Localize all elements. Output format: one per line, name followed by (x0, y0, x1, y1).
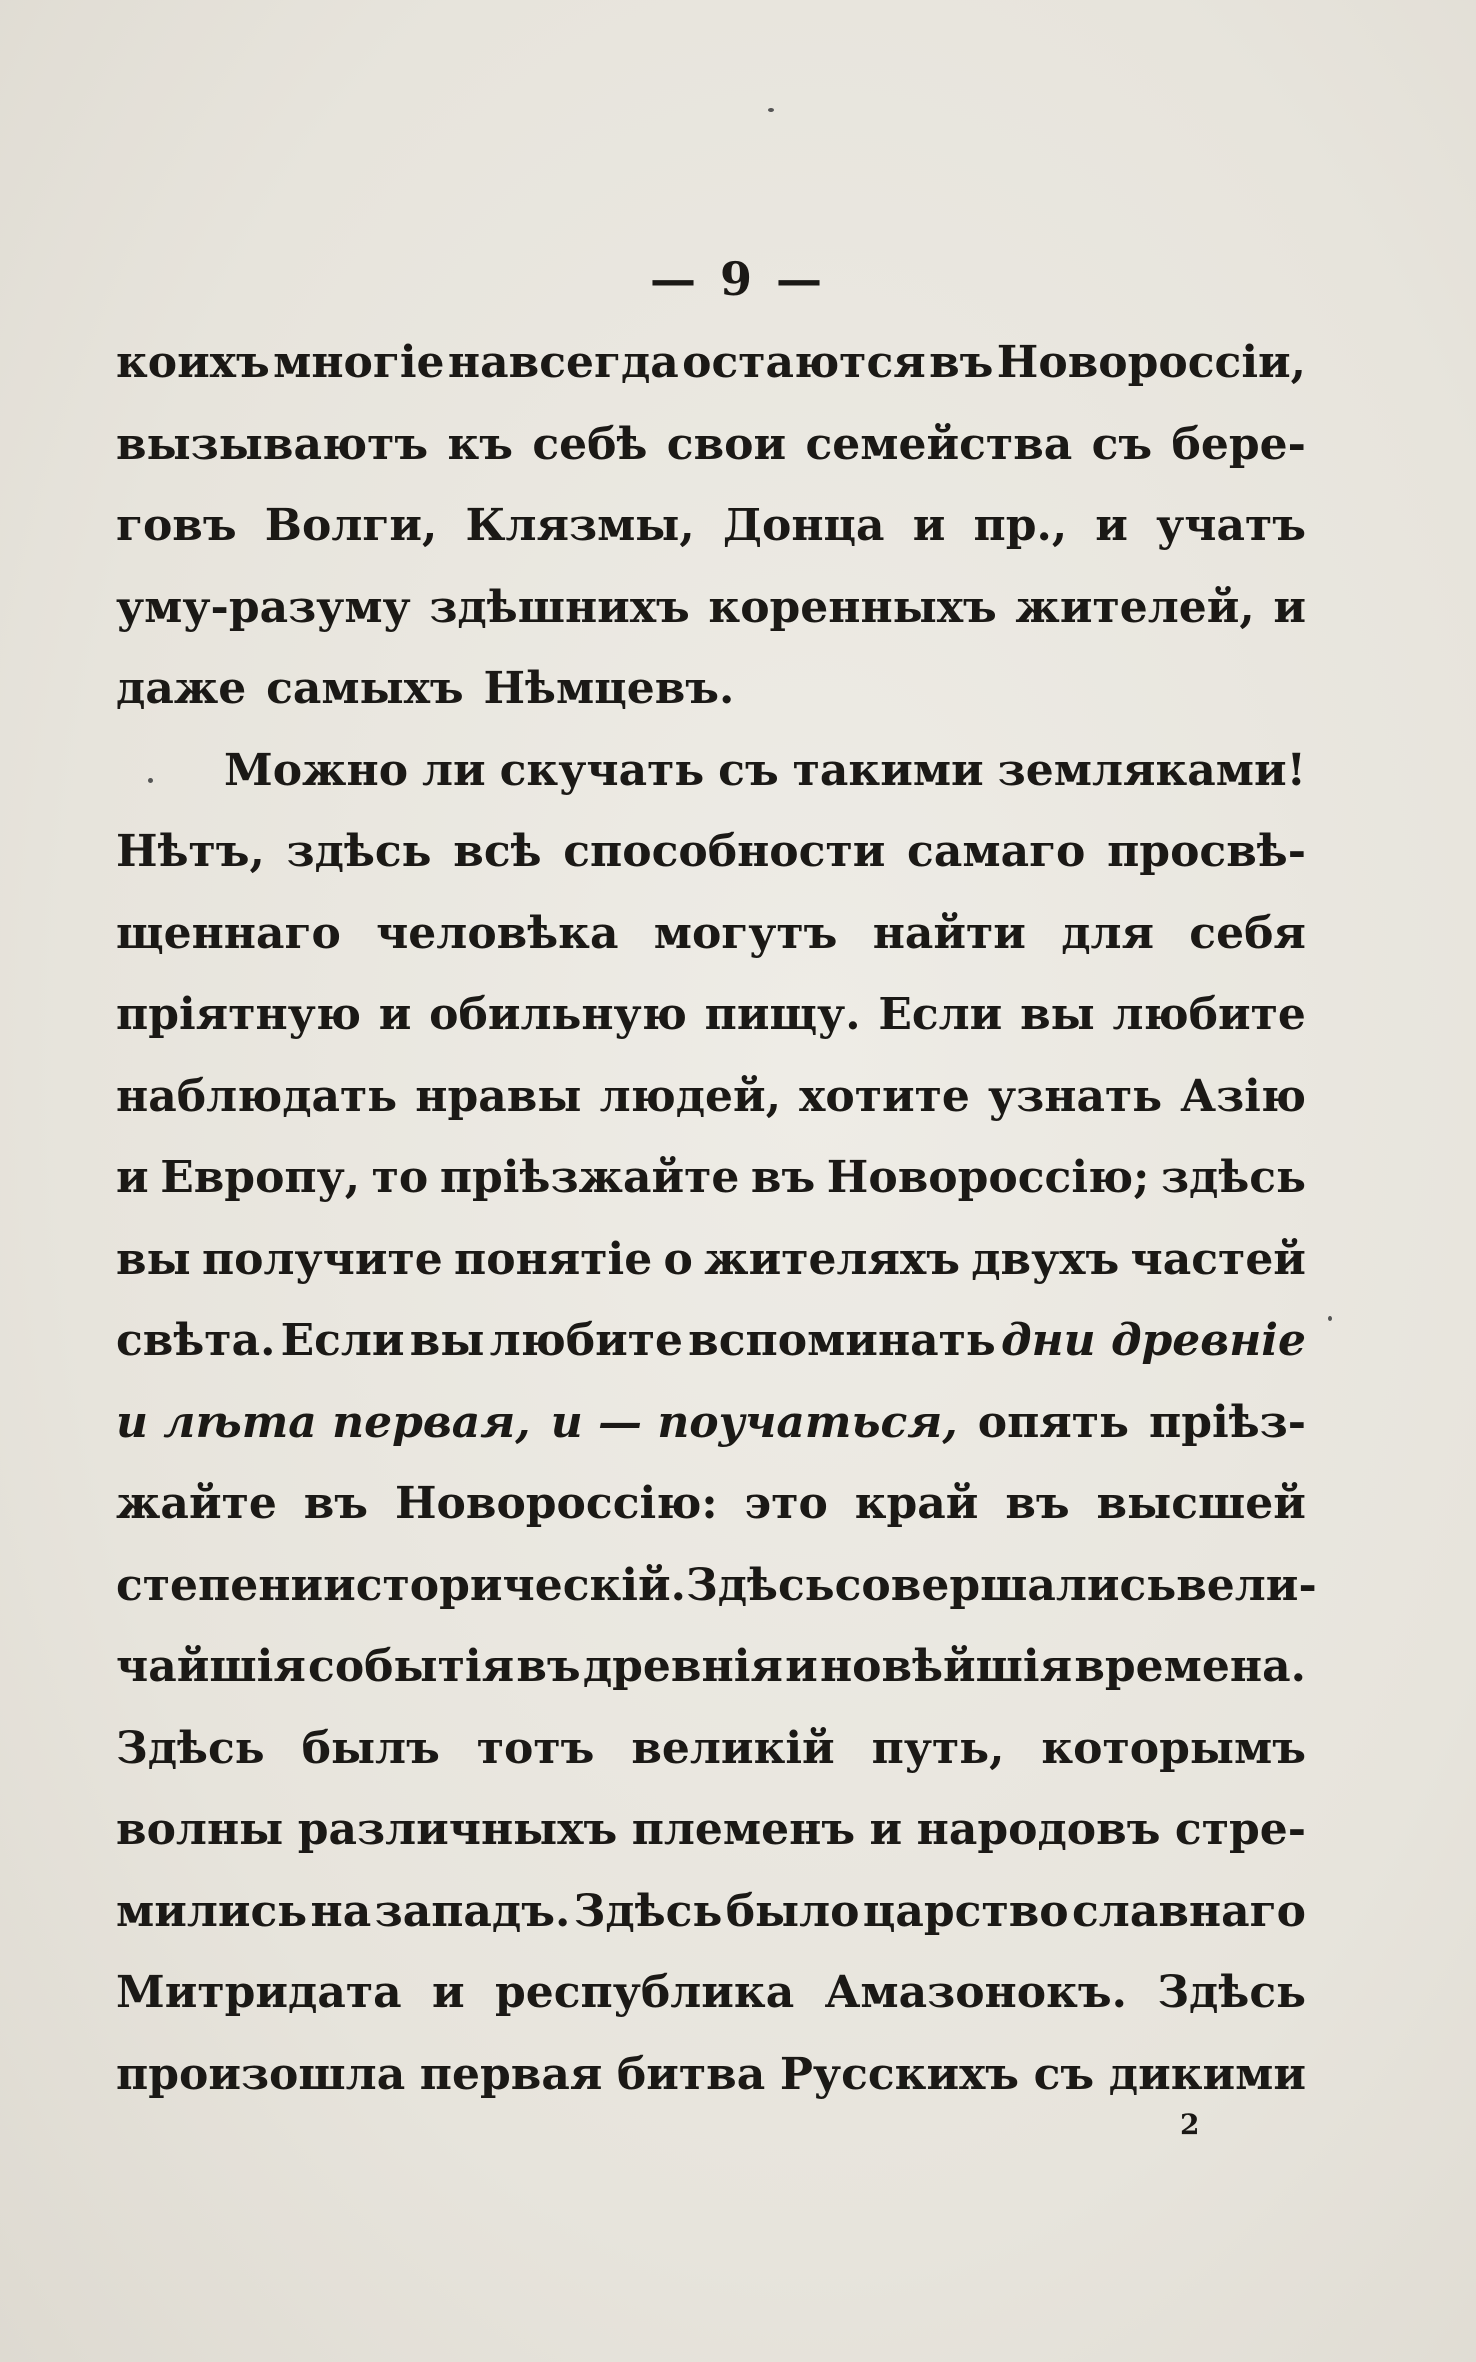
word: Азію (1180, 1070, 1306, 1122)
word: узнать (988, 1070, 1163, 1122)
word: многіе (273, 337, 445, 388)
word: въ (1005, 1478, 1070, 1529)
word: свои (666, 418, 787, 470)
word: коренныхъ (708, 581, 997, 633)
word: республика (494, 1967, 795, 2018)
word: времена. (1074, 1641, 1306, 1692)
word: западъ. (374, 1885, 571, 1937)
word: племенъ (631, 1804, 856, 1855)
word: которымъ (1041, 1722, 1306, 1774)
word: понятіе (454, 1233, 653, 1285)
text-line (116, 404, 1306, 486)
word: событія (308, 1641, 515, 1692)
word: народовъ (916, 1804, 1161, 1855)
text-line (116, 1789, 1306, 1871)
word: жителяхъ (704, 1233, 960, 1285)
text-line (116, 567, 1306, 649)
word: коихъ (116, 337, 270, 388)
text-line (116, 648, 1306, 730)
text-line (116, 1056, 1306, 1138)
word: скучать (499, 744, 705, 796)
word: новѣйшія (819, 1641, 1073, 1692)
word: славнаго (1072, 1885, 1306, 1937)
word: степени (116, 1559, 324, 1611)
word: совершались (834, 1559, 1177, 1611)
word: способности (563, 826, 886, 877)
word: и лѣта первая, (116, 1396, 531, 1448)
word: Митридата (116, 1967, 402, 2018)
text-line (116, 974, 1306, 1056)
word: бере- (1171, 418, 1306, 470)
word: себя (1189, 907, 1306, 959)
page-number: — 9 — (649, 252, 827, 306)
word: Нѣтъ, (116, 826, 265, 877)
word: просвѣ- (1107, 826, 1306, 877)
text-line (116, 1871, 1306, 1953)
word: ли (422, 744, 486, 796)
word: въ (750, 1152, 816, 1203)
word: историческій. (323, 1559, 686, 1611)
word: Амазонокъ. (824, 1967, 1127, 2018)
word: высшей (1096, 1478, 1306, 1529)
word: произошла (116, 2048, 406, 2100)
word: вы (116, 1233, 191, 1285)
word: навсегда (447, 337, 679, 388)
word: Здѣсь (1157, 1967, 1306, 2018)
word: любите (1112, 989, 1306, 1040)
text-line (116, 1545, 1317, 1627)
word: свѣта. (116, 1315, 276, 1366)
word: мились (116, 1885, 308, 1937)
word: Русскихъ (779, 2048, 1020, 2100)
word: людей, (599, 1070, 782, 1122)
word: нравы (415, 1070, 582, 1122)
text-line (116, 811, 1306, 893)
word: то (371, 1152, 429, 1203)
word: первая (419, 2048, 603, 2100)
word: различныхъ (297, 1804, 618, 1855)
text-line (116, 1626, 1306, 1708)
text-line (116, 730, 1306, 812)
word: хотите (799, 1070, 970, 1122)
word: Донца (722, 500, 885, 551)
word: Новороссіи, (996, 337, 1306, 388)
word: и (912, 500, 946, 551)
word: въ (929, 337, 994, 388)
word: всѣ (453, 826, 542, 877)
word: даже (116, 663, 247, 714)
word: великій (631, 1722, 835, 1774)
word: къ (447, 418, 513, 470)
word: пріѣзжайте (439, 1152, 740, 1203)
word: въ (516, 1641, 581, 1692)
text-line (116, 893, 1306, 975)
word: Новороссію: (394, 1478, 718, 1529)
word: говъ (116, 500, 237, 551)
word: Здѣсь (685, 1559, 835, 1611)
word: такими (792, 744, 984, 796)
text-line (116, 1463, 1306, 1545)
text-line (116, 1382, 1306, 1464)
word: пр., (973, 500, 1068, 551)
word: остаются (682, 337, 926, 388)
text-line (116, 1300, 1306, 1382)
word: Здѣсь (116, 1722, 265, 1774)
word: съ (1033, 2048, 1095, 2100)
word: человѣка (376, 907, 619, 959)
word: путь, (871, 1722, 1005, 1774)
word: Волги, (264, 500, 438, 551)
word: жайте (116, 1478, 277, 1529)
word: земляками! (997, 744, 1306, 796)
word: щеннаго (116, 907, 341, 959)
word: получите (201, 1233, 443, 1285)
word: и (869, 1804, 903, 1855)
word: тотъ (476, 1722, 595, 1774)
word: чайшія (116, 1641, 306, 1692)
word: и (1273, 581, 1306, 633)
word: здѣсь (286, 826, 432, 877)
word: и (785, 1641, 818, 1692)
signature-mark: 2 (1180, 2108, 1200, 2141)
word: вспоминать (688, 1315, 996, 1366)
word: учатъ (1156, 500, 1306, 551)
word: съ (1091, 418, 1153, 470)
word: могутъ (653, 907, 838, 959)
word: наблюдать (116, 1070, 398, 1122)
text-line (116, 1219, 1306, 1301)
print-speck (1328, 1316, 1332, 1321)
word: съ (718, 744, 779, 796)
word: самаго (907, 826, 1086, 877)
text-line (116, 1952, 1306, 2034)
word: былъ (301, 1722, 440, 1774)
word: обильную (429, 989, 687, 1040)
word: двухъ (971, 1233, 1120, 1285)
print-speck (148, 778, 153, 783)
word: и — поучаться, (550, 1396, 958, 1448)
word: вы (1020, 989, 1095, 1040)
text-line (116, 1708, 1306, 1790)
word: здѣсь (1160, 1152, 1306, 1203)
word: для (1061, 907, 1155, 959)
text-line (116, 2034, 1306, 2116)
word: волны (116, 1804, 284, 1855)
word: вели- (1176, 1559, 1317, 1611)
word: дни древніе (1000, 1315, 1306, 1366)
word: въ (303, 1478, 369, 1529)
word: вы (409, 1315, 485, 1366)
text-line (116, 1137, 1306, 1219)
word: уму-разуму (116, 581, 411, 633)
word: опять (977, 1396, 1129, 1448)
word: частей (1130, 1233, 1306, 1285)
word: древнія (582, 1641, 783, 1692)
word: и (378, 989, 412, 1040)
text-line (116, 485, 1306, 567)
word: и (1095, 500, 1128, 551)
word: себѣ (532, 418, 648, 470)
word: стре- (1174, 1804, 1306, 1855)
word: здѣшнихъ (429, 581, 690, 633)
word: вызываютъ (116, 418, 429, 470)
word: любите (489, 1315, 683, 1366)
word: жителей, (1015, 581, 1255, 633)
word: и (431, 1967, 465, 2018)
word: Можно (224, 744, 409, 796)
word: Если (280, 1315, 405, 1366)
word: самыхъ (266, 663, 464, 714)
word: Европу, (160, 1152, 361, 1203)
word: это (744, 1478, 828, 1529)
word: пищу. (704, 989, 861, 1040)
word: найти (872, 907, 1026, 959)
word: Нѣмцевъ. (483, 663, 735, 714)
word: семейства (805, 418, 1073, 470)
word: Если (878, 989, 1003, 1040)
word: битва (616, 2048, 766, 2100)
word: царство (862, 1885, 1069, 1937)
body-text (116, 322, 1317, 2115)
word: и (116, 1152, 149, 1203)
word: Клязмы, (465, 500, 695, 551)
print-speck (768, 108, 774, 112)
word: Новороссію; (826, 1152, 1150, 1203)
word: дикими (1108, 2048, 1306, 2100)
word: было (725, 1885, 860, 1937)
word: край (854, 1478, 979, 1529)
word: пріятную (116, 989, 361, 1040)
word: пріѣз- (1149, 1396, 1306, 1448)
word: о (663, 1233, 693, 1285)
text-line (116, 322, 1306, 404)
word: на (310, 1885, 372, 1937)
word: Здѣсь (573, 1885, 723, 1937)
